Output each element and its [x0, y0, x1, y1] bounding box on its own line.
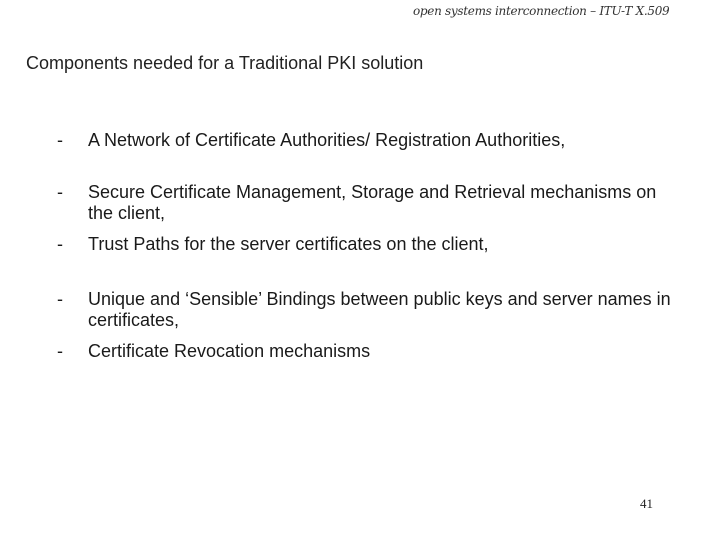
- bullet-marker: -: [57, 289, 63, 309]
- page-number: 41: [640, 496, 653, 511]
- bullet-item: [57, 182, 677, 224]
- bullet-text: A Network of Certificate Authorities/ Registration Authorities,: [88, 130, 566, 150]
- bullet-text: Trust Paths for the server certificates on the client,: [88, 234, 489, 254]
- bullet-item: [57, 234, 677, 255]
- bullet-text: Secure Certificate Management, Storage and Retrieval mechanisms on the client,: [88, 182, 657, 223]
- bullet-item: [57, 341, 677, 362]
- bullet-marker: -: [57, 182, 63, 202]
- header-note: open systems interconnection – ITU-T X.509: [413, 4, 670, 18]
- bullet-item: [57, 130, 677, 151]
- slide-title: Components needed for a Traditional PKI solution: [26, 53, 424, 73]
- bullet-item: [57, 289, 677, 331]
- bullet-marker: -: [57, 341, 63, 361]
- bullet-text: Certificate Revocation mechanisms: [88, 341, 371, 361]
- bullet-marker: -: [57, 234, 63, 254]
- bullet-marker: -: [57, 130, 63, 150]
- bullet-text: Unique and ‘Sensible’ Bindings between public keys and server names in certificates,: [88, 289, 671, 330]
